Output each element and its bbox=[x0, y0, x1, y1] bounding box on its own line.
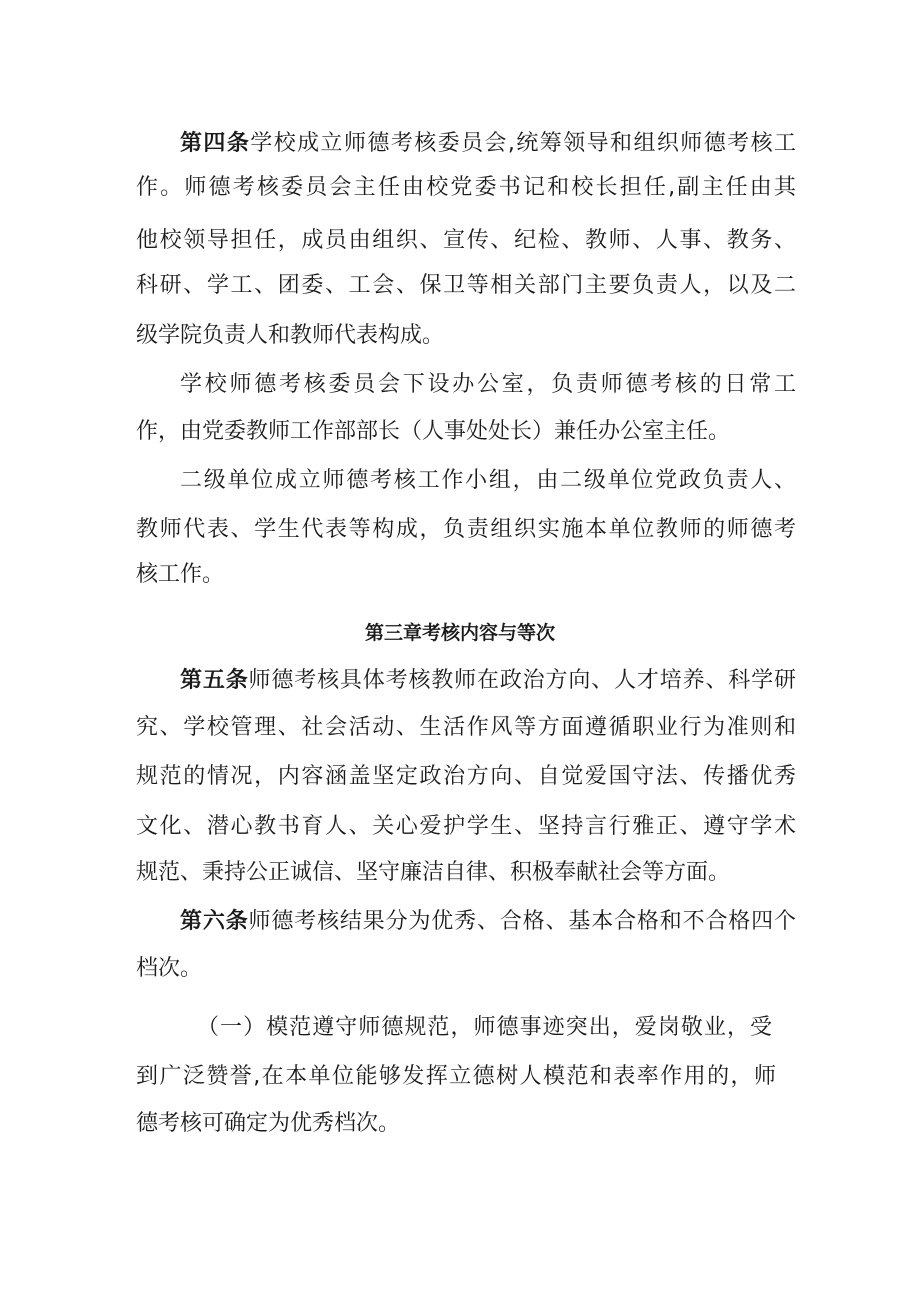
article6-line-1 bbox=[180, 900, 796, 944]
office-line-2: 作，由党委教师工作部部长（人事处处长）兼任办公室主任。 bbox=[136, 419, 731, 444]
article5-line-1 bbox=[180, 659, 796, 703]
article6-line-2: 档次。 bbox=[136, 956, 203, 981]
article4-line-2: 作。师德考核委员会主任由校党委书记和校长担任,副主任由其 bbox=[136, 175, 796, 200]
article5-line-5: 规范、秉持公正诚信、坚守廉洁自律、积极奉献社会等方面。 bbox=[136, 860, 731, 885]
article4-line-5: 级学院负责人和教师代表构成。 bbox=[136, 323, 445, 348]
chapter-title: 第三章考核内容与等次 bbox=[364, 622, 555, 644]
article4-text: 学校成立师德考核委员会,统筹领导和组织师德考核工 bbox=[250, 131, 796, 156]
item1-line-3: 德考核可确定为优秀档次。 bbox=[136, 1111, 401, 1136]
article5-text: 师德考核具体考核教师在政治方向、人才培养、科学研 bbox=[248, 668, 796, 693]
article5-line-3: 规范的情况，内容涵盖坚定政治方向、自觉爱国守法、传播优秀 bbox=[136, 764, 796, 789]
article4-line-1 bbox=[180, 122, 796, 166]
item1-line-2: 到广泛赞誉,在本单位能够发挥立德树人模范和表率作用的，师 bbox=[136, 1064, 776, 1089]
article5-line-4: 文化、潜心教书育人、关心爱护学生、坚持言行雅正、遵守学术 bbox=[136, 814, 796, 839]
unit-line-2: 教师代表、学生代表等构成，负责组织实施本单位教师的师德考 bbox=[136, 517, 796, 542]
article5-lead: 第五条 bbox=[180, 668, 249, 693]
article6-text: 师德考核结果分为优秀、合格、基本合格和不合格四个 bbox=[248, 909, 796, 934]
article5-line-2: 究、学校管理、社会活动、生活作风等方面遵循职业行为准则和 bbox=[136, 715, 796, 740]
unit-line-3: 核工作。 bbox=[136, 562, 225, 587]
article4-line-4: 科研、学工、团委、工会、保卫等相关部门主要负责人，以及二 bbox=[136, 273, 796, 298]
unit-line-1: 二级单位成立师德考核工作小组，由二级单位党政负责人、 bbox=[180, 468, 796, 493]
item1-line-1: （一）模范遵守师德规范，师德事迹突出，爱岗敬业，受 bbox=[197, 1015, 772, 1040]
article6-lead: 第六条 bbox=[180, 909, 249, 934]
office-line-1: 学校师德考核委员会下设办公室，负责师德考核的日常工 bbox=[180, 372, 796, 397]
article4-lead: 第四条 bbox=[180, 131, 251, 156]
article4-line-3: 他校领导担任，成员由组织、宣传、纪检、教师、人事、教务、 bbox=[136, 228, 796, 253]
